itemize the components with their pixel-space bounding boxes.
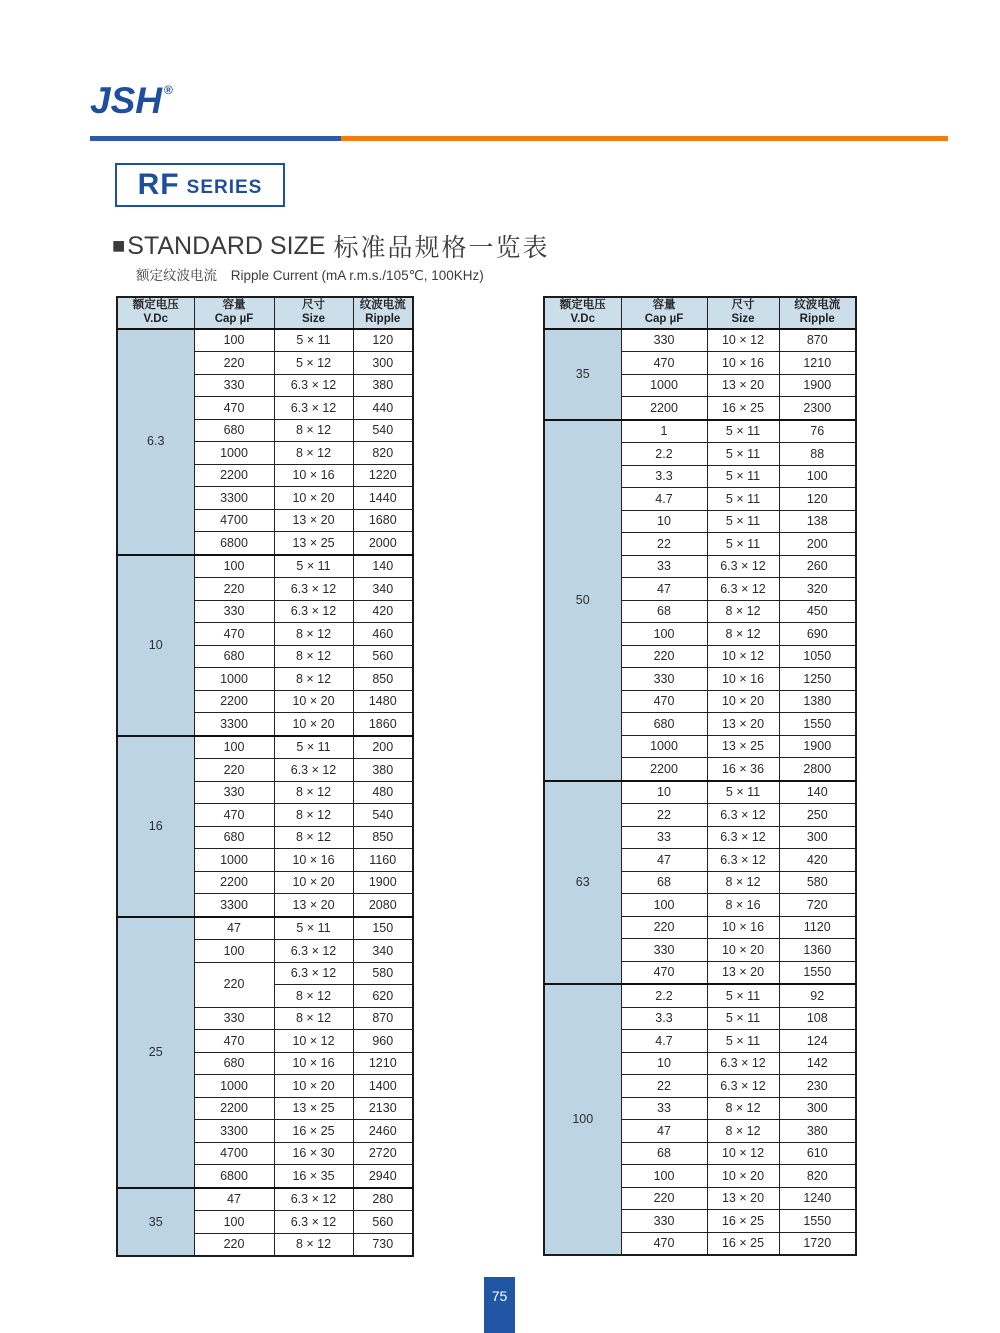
voltage-cell: 6.3 <box>117 329 194 555</box>
square-bullet-icon: ■ <box>112 233 126 258</box>
divider-blue-segment <box>90 136 341 141</box>
size-cell: 5 × 11 <box>274 917 353 940</box>
cap-cell: 1000 <box>194 668 274 691</box>
ripple-cell: 540 <box>353 804 413 827</box>
cap-cell: 220 <box>621 645 707 668</box>
size-cell: 13 × 20 <box>707 961 779 984</box>
cap-cell: 33 <box>621 826 707 849</box>
table-row <box>117 917 413 940</box>
cap-cell: 100 <box>194 555 274 578</box>
cap-cell: 680 <box>194 1052 274 1075</box>
size-cell: 8 × 12 <box>274 419 353 442</box>
ripple-cell: 1380 <box>779 690 856 713</box>
ripple-cell: 2800 <box>779 758 856 781</box>
cap-cell: 47 <box>621 578 707 601</box>
size-cell: 8 × 12 <box>707 1097 779 1120</box>
cap-cell: 68 <box>621 600 707 623</box>
size-cell: 6.3 × 12 <box>707 1052 779 1075</box>
cap-cell: 100 <box>621 623 707 646</box>
ripple-cell: 1900 <box>779 374 856 397</box>
size-cell: 13 × 20 <box>274 894 353 917</box>
page-number: 75 <box>491 1288 508 1304</box>
size-cell: 5 × 11 <box>707 781 779 804</box>
ripple-cell: 850 <box>353 668 413 691</box>
jsh-logo-text: JSH <box>90 80 162 121</box>
voltage-cell: 100 <box>544 984 621 1255</box>
size-cell: 6.3 × 12 <box>707 804 779 827</box>
ripple-cell: 720 <box>779 894 856 917</box>
cap-cell: 1 <box>621 420 707 443</box>
size-cell: 6.3 × 12 <box>274 374 353 397</box>
ripple-cell: 140 <box>779 781 856 804</box>
cap-cell: 2200 <box>194 690 274 713</box>
ripple-cell: 480 <box>353 781 413 804</box>
size-cell: 10 × 20 <box>274 1075 353 1098</box>
cap-cell: 330 <box>621 939 707 962</box>
series-name: RF <box>137 168 180 201</box>
ripple-cell: 2080 <box>353 894 413 917</box>
ripple-cell: 76 <box>779 420 856 443</box>
ripple-cell: 2300 <box>779 397 856 420</box>
size-cell: 6.3 × 12 <box>274 1211 353 1234</box>
registered-mark: ® <box>163 82 173 97</box>
ripple-cell: 1210 <box>779 352 856 375</box>
cap-cell: 22 <box>621 1075 707 1098</box>
ripple-cell: 120 <box>779 488 856 511</box>
ripple-cell: 1160 <box>353 849 413 872</box>
cap-cell: 330 <box>621 329 707 352</box>
ripple-cell: 1550 <box>779 1210 856 1233</box>
size-cell: 8 × 12 <box>274 1233 353 1256</box>
cap-cell: 680 <box>194 826 274 849</box>
col-header-voltage: 额定电压 V.Dc <box>544 297 621 329</box>
ripple-cell: 1720 <box>779 1232 856 1255</box>
cap-cell: 680 <box>194 419 274 442</box>
size-cell: 6.3 × 12 <box>274 600 353 623</box>
ripple-cell: 1240 <box>779 1187 856 1210</box>
size-cell: 6.3 × 12 <box>274 940 353 963</box>
ripple-cell: 88 <box>779 443 856 466</box>
ripple-cell: 140 <box>353 555 413 578</box>
subtitle-zh: 额定纹波电流 <box>136 268 217 283</box>
ripple-cell: 250 <box>779 804 856 827</box>
ripple-cell: 2940 <box>353 1165 413 1188</box>
voltage-cell: 25 <box>117 917 194 1188</box>
size-cell: 10 × 20 <box>707 1165 779 1188</box>
cap-cell: 330 <box>194 600 274 623</box>
cap-cell: 68 <box>621 871 707 894</box>
cap-cell: 470 <box>194 397 274 420</box>
size-cell: 10 × 20 <box>274 713 353 736</box>
cap-cell: 220 <box>621 916 707 939</box>
ripple-cell: 820 <box>353 442 413 465</box>
cap-cell: 330 <box>621 1210 707 1233</box>
size-cell: 10 × 16 <box>274 849 353 872</box>
cap-cell: 33 <box>621 555 707 578</box>
cap-cell: 10 <box>621 781 707 804</box>
cap-cell: 100 <box>194 940 274 963</box>
cap-cell: 6800 <box>194 1165 274 1188</box>
ripple-cell: 870 <box>779 329 856 352</box>
divider-bar <box>90 136 948 141</box>
size-cell: 10 × 12 <box>707 1142 779 1165</box>
cap-cell: 47 <box>194 1188 274 1211</box>
size-cell: 16 × 25 <box>707 1232 779 1255</box>
cap-cell: 1000 <box>621 374 707 397</box>
ripple-cell: 124 <box>779 1030 856 1053</box>
cap-cell: 6800 <box>194 532 274 555</box>
size-cell: 8 × 12 <box>274 668 353 691</box>
table-row <box>117 736 413 759</box>
ripple-cell: 1900 <box>353 871 413 894</box>
ripple-cell: 850 <box>353 826 413 849</box>
cap-cell: 330 <box>194 781 274 804</box>
spec-table-right <box>543 296 857 1256</box>
cap-cell: 2200 <box>621 397 707 420</box>
cap-cell: 220 <box>194 578 274 601</box>
cap-cell: 330 <box>194 374 274 397</box>
size-cell: 10 × 20 <box>274 487 353 510</box>
cap-cell: 47 <box>621 849 707 872</box>
ripple-cell: 380 <box>353 759 413 782</box>
cap-cell: 1000 <box>194 442 274 465</box>
size-cell: 5 × 11 <box>707 1030 779 1053</box>
size-cell: 5 × 11 <box>707 420 779 443</box>
ripple-cell: 1900 <box>779 735 856 758</box>
table-row <box>117 555 413 578</box>
size-cell: 8 × 12 <box>274 826 353 849</box>
size-cell: 13 × 25 <box>274 1097 353 1120</box>
ripple-cell: 380 <box>353 374 413 397</box>
size-cell: 5 × 11 <box>274 736 353 759</box>
ripple-cell: 100 <box>779 465 856 488</box>
ripple-cell: 580 <box>779 871 856 894</box>
size-cell: 8 × 12 <box>274 623 353 646</box>
cap-cell: 100 <box>621 1165 707 1188</box>
ripple-cell: 820 <box>779 1165 856 1188</box>
size-cell: 6.3 × 12 <box>274 578 353 601</box>
col-header-voltage: 额定电压 V.Dc <box>117 297 194 329</box>
size-cell: 5 × 11 <box>707 1007 779 1030</box>
size-cell: 6.3 × 12 <box>707 555 779 578</box>
ripple-cell: 120 <box>353 329 413 352</box>
ripple-cell: 2720 <box>353 1142 413 1165</box>
cap-cell: 100 <box>194 736 274 759</box>
ripple-cell: 340 <box>353 940 413 963</box>
ripple-cell: 690 <box>779 623 856 646</box>
cap-cell: 100 <box>194 329 274 352</box>
size-cell: 5 × 11 <box>707 984 779 1007</box>
cap-cell: 220 <box>194 759 274 782</box>
cap-cell: 330 <box>621 668 707 691</box>
size-cell: 5 × 11 <box>707 510 779 533</box>
ripple-cell: 1550 <box>779 713 856 736</box>
cap-cell: 4.7 <box>621 1030 707 1053</box>
cap-cell: 4700 <box>194 509 274 532</box>
ripple-cell: 730 <box>353 1233 413 1256</box>
ripple-cell: 1440 <box>353 487 413 510</box>
divider-orange-segment <box>341 136 948 141</box>
size-cell: 8 × 12 <box>707 600 779 623</box>
size-cell: 10 × 16 <box>274 1052 353 1075</box>
ripple-cell: 340 <box>353 578 413 601</box>
ripple-cell: 200 <box>353 736 413 759</box>
size-cell: 16 × 25 <box>707 1210 779 1233</box>
ripple-cell: 610 <box>779 1142 856 1165</box>
table-row <box>544 420 856 443</box>
header-row <box>117 297 413 329</box>
ripple-cell: 142 <box>779 1052 856 1075</box>
cap-cell: 3.3 <box>621 465 707 488</box>
size-cell: 10 × 12 <box>274 1030 353 1053</box>
size-cell: 5 × 11 <box>707 443 779 466</box>
cap-cell: 470 <box>194 1030 274 1053</box>
ripple-cell: 200 <box>779 533 856 556</box>
cap-cell: 100 <box>194 1211 274 1234</box>
cap-cell: 4.7 <box>621 488 707 511</box>
ripple-cell: 2130 <box>353 1097 413 1120</box>
size-cell: 8 × 12 <box>274 1007 353 1030</box>
col-header-ripple: 纹波电流 Ripple <box>779 297 856 329</box>
cap-cell: 470 <box>194 804 274 827</box>
size-cell: 6.3 × 12 <box>707 826 779 849</box>
size-cell: 5 × 11 <box>274 555 353 578</box>
ripple-cell: 420 <box>353 600 413 623</box>
ripple-cell: 92 <box>779 984 856 1007</box>
cap-cell: 220 <box>194 962 274 1007</box>
header-row <box>544 297 856 329</box>
ripple-cell: 260 <box>779 555 856 578</box>
col-header-ripple: 纹波电流 Ripple <box>353 297 413 329</box>
size-cell: 16 × 35 <box>274 1165 353 1188</box>
cap-cell: 680 <box>621 713 707 736</box>
ripple-cell: 540 <box>353 419 413 442</box>
size-cell: 10 × 20 <box>274 871 353 894</box>
cap-cell: 100 <box>621 894 707 917</box>
size-cell: 6.3 × 12 <box>274 759 353 782</box>
size-cell: 13 × 20 <box>707 1187 779 1210</box>
series-word: SERIES <box>186 177 263 198</box>
size-cell: 6.3 × 12 <box>274 397 353 420</box>
size-cell: 13 × 25 <box>707 735 779 758</box>
size-cell: 16 × 36 <box>707 758 779 781</box>
ripple-cell: 300 <box>779 826 856 849</box>
ripple-cell: 108 <box>779 1007 856 1030</box>
size-cell: 13 × 25 <box>274 532 353 555</box>
size-cell: 5 × 11 <box>274 329 353 352</box>
table-row <box>117 1188 413 1211</box>
size-cell: 10 × 20 <box>274 690 353 713</box>
cap-cell: 1000 <box>621 735 707 758</box>
size-cell: 8 × 12 <box>274 645 353 668</box>
cap-cell: 10 <box>621 510 707 533</box>
cap-cell: 2.2 <box>621 984 707 1007</box>
size-cell: 10 × 12 <box>707 645 779 668</box>
page-title <box>112 228 549 264</box>
size-cell: 8 × 12 <box>707 623 779 646</box>
cap-cell: 68 <box>621 1142 707 1165</box>
table-row <box>544 984 856 1007</box>
page-title-zh: 标准品规格一览表 <box>333 234 550 262</box>
size-cell: 13 × 20 <box>707 374 779 397</box>
ripple-cell: 138 <box>779 510 856 533</box>
voltage-cell: 35 <box>544 329 621 420</box>
cap-cell: 3.3 <box>621 1007 707 1030</box>
col-header-size: 尺寸 Size <box>707 297 779 329</box>
ripple-cell: 2000 <box>353 532 413 555</box>
ripple-cell: 1250 <box>779 668 856 691</box>
size-cell: 8 × 12 <box>274 442 353 465</box>
page-title-en: STANDARD SIZE <box>127 231 326 260</box>
voltage-cell: 16 <box>117 736 194 917</box>
cap-cell: 470 <box>621 690 707 713</box>
size-cell: 13 × 20 <box>707 713 779 736</box>
size-cell: 10 × 16 <box>274 464 353 487</box>
ripple-cell: 1050 <box>779 645 856 668</box>
ripple-cell: 280 <box>353 1188 413 1211</box>
cap-cell: 1000 <box>194 849 274 872</box>
cap-cell: 2200 <box>194 871 274 894</box>
size-cell: 5 × 11 <box>707 465 779 488</box>
cap-cell: 220 <box>194 1233 274 1256</box>
size-cell: 6.3 × 12 <box>707 849 779 872</box>
size-cell: 13 × 20 <box>274 509 353 532</box>
ripple-cell: 960 <box>353 1030 413 1053</box>
subtitle-en: Ripple Current (mA r.m.s./105℃, 100KHz) <box>230 268 484 283</box>
cap-cell: 22 <box>621 804 707 827</box>
ripple-cell: 1400 <box>353 1075 413 1098</box>
page-number-badge <box>484 1277 515 1333</box>
ripple-cell: 560 <box>353 1211 413 1234</box>
table-row <box>117 329 413 352</box>
col-header-capacitance: 容量 Cap µF <box>194 297 274 329</box>
size-cell: 6.3 × 12 <box>707 578 779 601</box>
size-cell: 6.3 × 12 <box>274 962 353 985</box>
ripple-current-subtitle <box>136 264 484 284</box>
ripple-cell: 450 <box>779 600 856 623</box>
size-cell: 6.3 × 12 <box>274 1188 353 1211</box>
table-row <box>544 781 856 804</box>
ripple-cell: 230 <box>779 1075 856 1098</box>
size-cell: 8 × 12 <box>707 1120 779 1143</box>
size-cell: 10 × 20 <box>707 939 779 962</box>
cap-cell: 2200 <box>621 758 707 781</box>
ripple-cell: 380 <box>779 1120 856 1143</box>
cap-cell: 3300 <box>194 894 274 917</box>
cap-cell: 3300 <box>194 1120 274 1143</box>
cap-cell: 220 <box>621 1187 707 1210</box>
voltage-cell: 10 <box>117 555 194 736</box>
voltage-cell: 50 <box>544 420 621 781</box>
size-cell: 16 × 30 <box>274 1142 353 1165</box>
cap-cell: 3300 <box>194 713 274 736</box>
cap-cell: 10 <box>621 1052 707 1075</box>
size-cell: 10 × 16 <box>707 352 779 375</box>
size-cell: 10 × 16 <box>707 916 779 939</box>
cap-cell: 470 <box>621 352 707 375</box>
ripple-cell: 1860 <box>353 713 413 736</box>
cap-cell: 3300 <box>194 487 274 510</box>
ripple-cell: 150 <box>353 917 413 940</box>
cap-cell: 220 <box>194 352 274 375</box>
ripple-cell: 300 <box>353 352 413 375</box>
ripple-cell: 1120 <box>779 916 856 939</box>
voltage-cell: 35 <box>117 1188 194 1257</box>
jsh-logo <box>90 82 171 119</box>
ripple-cell: 320 <box>779 578 856 601</box>
size-cell: 8 × 12 <box>274 804 353 827</box>
rf-series-box <box>115 163 285 207</box>
size-cell: 8 × 12 <box>274 781 353 804</box>
ripple-cell: 1550 <box>779 961 856 984</box>
ripple-cell: 870 <box>353 1007 413 1030</box>
ripple-cell: 440 <box>353 397 413 420</box>
size-cell: 10 × 12 <box>707 329 779 352</box>
cap-cell: 470 <box>194 623 274 646</box>
ripple-cell: 620 <box>353 985 413 1008</box>
cap-cell: 4700 <box>194 1142 274 1165</box>
size-cell: 8 × 12 <box>707 871 779 894</box>
cap-cell: 33 <box>621 1097 707 1120</box>
size-cell: 5 × 12 <box>274 352 353 375</box>
size-cell: 5 × 11 <box>707 488 779 511</box>
size-cell: 6.3 × 12 <box>707 1075 779 1098</box>
ripple-cell: 2460 <box>353 1120 413 1143</box>
ripple-cell: 1680 <box>353 509 413 532</box>
cap-cell: 1000 <box>194 1075 274 1098</box>
cap-cell: 470 <box>621 1232 707 1255</box>
cap-cell: 680 <box>194 645 274 668</box>
cap-cell: 2200 <box>194 1097 274 1120</box>
cap-cell: 330 <box>194 1007 274 1030</box>
voltage-cell: 63 <box>544 781 621 985</box>
size-cell: 10 × 20 <box>707 690 779 713</box>
table-row <box>544 329 856 352</box>
cap-cell: 2.2 <box>621 443 707 466</box>
ripple-cell: 1480 <box>353 690 413 713</box>
ripple-cell: 560 <box>353 645 413 668</box>
ripple-cell: 420 <box>779 849 856 872</box>
cap-cell: 2200 <box>194 464 274 487</box>
col-header-capacitance: 容量 Cap µF <box>621 297 707 329</box>
cap-cell: 47 <box>621 1120 707 1143</box>
cap-cell: 470 <box>621 961 707 984</box>
ripple-cell: 1210 <box>353 1052 413 1075</box>
cap-cell: 47 <box>194 917 274 940</box>
ripple-cell: 460 <box>353 623 413 646</box>
size-cell: 5 × 11 <box>707 533 779 556</box>
size-cell: 8 × 16 <box>707 894 779 917</box>
cap-cell: 22 <box>621 533 707 556</box>
ripple-cell: 1220 <box>353 464 413 487</box>
ripple-cell: 300 <box>779 1097 856 1120</box>
spec-table-left <box>116 296 414 1257</box>
size-cell: 10 × 16 <box>707 668 779 691</box>
size-cell: 8 × 12 <box>274 985 353 1008</box>
ripple-cell: 580 <box>353 962 413 985</box>
size-cell: 16 × 25 <box>707 397 779 420</box>
size-cell: 16 × 25 <box>274 1120 353 1143</box>
col-header-size: 尺寸 Size <box>274 297 353 329</box>
ripple-cell: 1360 <box>779 939 856 962</box>
